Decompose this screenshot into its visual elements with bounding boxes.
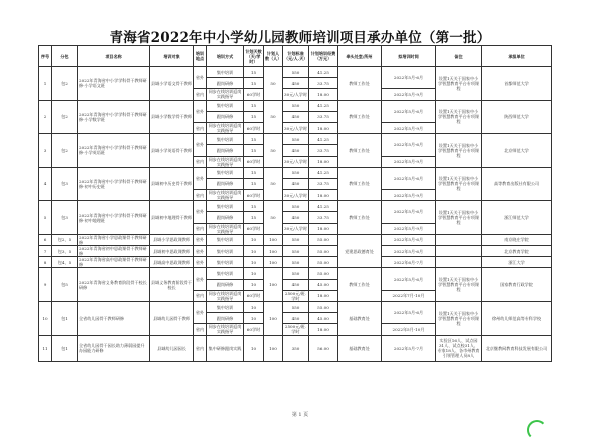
cell-remark: 实验区16人、试点园31人、试点校31人、专家18人、各市州教育引领管理人员8人	[436, 335, 482, 361]
cell-name: 2022年青海省初中思政课骨干教师研修	[78, 246, 150, 257]
cell-place: 省内	[194, 190, 207, 201]
cell-mode: 集中培训	[207, 167, 244, 178]
header-days: 计划天数（天/学时）	[244, 46, 264, 67]
header-fee: 计划培训经费（万元）	[309, 46, 338, 67]
cell-name: 2022年青海省中小学学科骨干教师研修-初中历史班	[78, 167, 150, 201]
cell-time: 2022年5月-9月	[382, 122, 436, 133]
cell-name: 2022年青海省中小学学科骨干教师研修-小学数学班	[78, 100, 150, 134]
cell-name: 全省幼儿园骨干教师研修	[78, 301, 150, 335]
cell-mode: 跟岗研修	[207, 279, 244, 290]
cell-mode: 跟岗研修	[207, 178, 244, 189]
cell-mode: 集中培训	[207, 134, 244, 145]
header-seq: 序号	[39, 46, 52, 67]
header-name: 项目名称	[78, 46, 150, 67]
cell-people: 100	[264, 301, 283, 335]
cell-seq: 7	[39, 246, 52, 257]
cell-org: 浙江大学	[482, 257, 552, 268]
cell-mode: 跟岗研修	[207, 212, 244, 223]
cell-fee: 33.75	[309, 212, 338, 223]
cell-people: 100	[264, 234, 283, 245]
cell-mode: 集中培训	[207, 301, 244, 312]
cell-fee: 33.75	[309, 178, 338, 189]
cell-dept: 教师工作处	[338, 167, 382, 201]
cell-pkg: 包2	[52, 67, 78, 101]
cell-std: 550	[283, 100, 309, 111]
table-row	[39, 268, 552, 279]
cell-target: 县域小学英语骨干教师	[150, 134, 194, 168]
cell-days: 15	[244, 67, 264, 78]
header-place: 培训地点	[194, 46, 207, 67]
cell-seq: 1	[39, 67, 52, 101]
cell-dept: 教师工作处	[338, 134, 382, 168]
cell-dept: 教师工作处	[338, 268, 382, 302]
cell-seq: 5	[39, 201, 52, 235]
cell-days: 15	[244, 111, 264, 122]
cell-fee: 41.25	[309, 167, 338, 178]
cell-std: 550	[283, 201, 309, 212]
cell-mode: 集中培训	[207, 268, 244, 279]
cell-fee: 55.00	[309, 268, 338, 279]
cell-std: 450	[283, 279, 309, 290]
cell-fee: 33.75	[309, 145, 338, 156]
cell-org: 国家教育行政学院	[482, 268, 552, 302]
table-row	[39, 134, 552, 145]
cell-remark: 设置1天关于国家中小学智慧教育平台专项课程	[436, 268, 482, 302]
cell-remark	[436, 257, 482, 268]
cell-time: 2022年5月-9月	[382, 223, 436, 234]
cell-std: 450	[283, 145, 309, 156]
cell-fee: 55.00	[309, 257, 338, 268]
cell-place: 省内	[194, 324, 207, 335]
cell-time: 2022年5月-6月	[382, 201, 436, 223]
cell-mode: 同步在线培训返岗实践指导	[207, 290, 244, 301]
cell-pkg: 包3	[52, 201, 78, 235]
cell-org: 首都师范大学	[482, 67, 552, 101]
header-target: 培训对象	[150, 46, 194, 67]
cell-name: 2022年青海省中小学学科骨干教师研修-小学英语班	[78, 134, 150, 168]
cell-place: 省外	[194, 167, 207, 189]
cell-seq: 3	[39, 134, 52, 168]
cell-fee: 45.00	[309, 313, 338, 324]
cell-place: 省外	[194, 234, 207, 245]
cell-people: 100	[264, 246, 283, 257]
cell-fee: 18.00	[309, 156, 338, 167]
cell-place: 省外	[194, 201, 207, 223]
cell-mode: 同步在线培训返岗实践指导	[207, 122, 244, 133]
cell-mode: 跟岗研修	[207, 78, 244, 89]
cell-days: 60学时	[244, 156, 264, 167]
cell-time: 2022年6月-7月	[382, 257, 436, 268]
cell-std: 450	[283, 111, 309, 122]
cell-std: 30元/人学时	[283, 122, 309, 133]
cell-target: 县域初中地理骨干教师	[150, 201, 194, 235]
cell-people: 50	[264, 100, 283, 134]
table-row	[39, 67, 552, 78]
cell-place: 省内	[194, 335, 207, 361]
cell-mode: 集中培训	[207, 257, 244, 268]
cell-target: 县域义务教育阶段骨干校长	[150, 268, 194, 302]
cell-time: 2022年5月-6月	[382, 134, 436, 156]
cell-fee: 18.00	[309, 89, 338, 100]
table-row	[39, 167, 552, 178]
cell-fee: 33.75	[309, 78, 338, 89]
header-remark: 备注	[436, 46, 482, 67]
cell-std: 550	[283, 234, 309, 245]
cell-pkg: 包4、5	[52, 257, 78, 268]
cell-name: 2022年青海省中小学学科骨干教师研修-小学语文班	[78, 67, 150, 101]
cell-time: 2022年5月-6月	[382, 234, 436, 245]
cell-std: 30元/人学时	[283, 89, 309, 100]
cell-org: 南京晓庄学院	[482, 234, 552, 245]
cell-target: 县域小学数学骨干教师	[150, 100, 194, 134]
cell-mode: 集中培训	[207, 234, 244, 245]
cell-dept: 教师工作处	[338, 67, 382, 101]
cell-place: 省外	[194, 67, 207, 89]
cell-place: 省外	[194, 100, 207, 122]
cell-place: 省内	[194, 122, 207, 133]
cell-target: 县域高中思政课教师	[150, 257, 194, 268]
cell-std: 550	[283, 246, 309, 257]
cell-time: 2022年5月-6月	[382, 100, 436, 122]
header-pkg: 分包	[52, 46, 78, 67]
cell-time: 2022年5月-9月	[382, 89, 436, 100]
cell-mode: 同步在线培训返岗实践指导	[207, 190, 244, 201]
cell-dept: 教师工作处	[338, 201, 382, 235]
cell-place: 省外	[194, 268, 207, 290]
cell-remark: 设置1天关于国家中小学智慧教育平台专项课程	[436, 201, 482, 235]
cell-place: 省内	[194, 89, 207, 100]
cell-std: 30元/人学时	[283, 190, 309, 201]
cell-seq: 6	[39, 234, 52, 245]
status-widget-icon	[527, 420, 547, 440]
page-number: 第 1 页	[291, 412, 309, 418]
cell-std: 30元/人学时	[283, 156, 309, 167]
cell-place: 省外	[194, 134, 207, 156]
cell-remark: 设置1天关于国家中小学智慧教育平台专项课程	[436, 134, 482, 168]
cell-fee: 41.25	[309, 201, 338, 212]
header-dept: 牵头处室/所州	[338, 46, 382, 67]
cell-std: 450	[283, 212, 309, 223]
cell-pkg: 包3	[52, 167, 78, 201]
cell-mode: 集中研修跟岗实践	[207, 335, 244, 361]
cell-days: 15	[244, 100, 264, 111]
cell-mode: 同步在线培训返岗实践指导	[207, 223, 244, 234]
cell-days: 10	[244, 335, 264, 361]
cell-fee: 45.00	[309, 279, 338, 290]
cell-days: 10	[244, 279, 264, 290]
cell-fee: 41.25	[309, 100, 338, 111]
cell-pkg: 包2	[52, 134, 78, 168]
cell-mode: 同步在线培训返岗实践指导	[207, 89, 244, 100]
header-mode: 培训方式	[207, 46, 244, 67]
cell-org: 北京继教网教育科技发展有限公司	[482, 335, 552, 361]
cell-time: 2022年7月-10月	[382, 290, 436, 301]
cell-std: 2500元/班.学时	[283, 290, 309, 301]
cell-days: 15	[244, 212, 264, 223]
cell-std: 550	[283, 301, 309, 312]
cell-fee: 33.75	[309, 111, 338, 122]
cell-mode: 集中培训	[207, 201, 244, 212]
cell-std: 450	[283, 178, 309, 189]
cell-time: 2022年5月-7月	[382, 335, 436, 361]
cell-days: 60学时	[244, 89, 264, 100]
cell-days: 15	[244, 201, 264, 212]
table-row	[39, 257, 552, 268]
table-row	[39, 234, 552, 245]
cell-time: 2022年5月-6月	[382, 246, 436, 257]
cell-seq: 4	[39, 167, 52, 201]
cell-target: 县域小学思政课教师	[150, 234, 194, 245]
cell-fee: 55.00	[309, 301, 338, 312]
cell-place: 省外	[194, 246, 207, 257]
cell-days: 10	[244, 257, 264, 268]
cell-std: 550	[283, 134, 309, 145]
cell-dept: 教师工作处	[338, 100, 382, 134]
cell-days: 10	[244, 268, 264, 279]
cell-time: 2022年5月-6月	[382, 301, 436, 323]
cell-std: 550	[283, 67, 309, 78]
cell-remark	[436, 246, 482, 257]
cell-dept: 基础教育处	[338, 301, 382, 335]
table-row	[39, 201, 552, 212]
cell-fee: 55.00	[309, 246, 338, 257]
cell-people: 100	[264, 268, 283, 302]
cell-pkg: 包3、5	[52, 246, 78, 257]
cell-dept: 基础教育处	[338, 335, 382, 361]
cell-org: 高等教育出版社有限公司	[482, 167, 552, 201]
header-people: 计划人数（人）	[264, 46, 283, 67]
cell-fee: 18.00	[309, 122, 338, 133]
cell-std: 550	[283, 167, 309, 178]
cell-fee: 18.00	[309, 290, 338, 301]
cell-target: 县域小学语文骨干教师	[150, 67, 194, 101]
cell-days: 10	[244, 313, 264, 324]
cell-org: 陕西师范大学	[482, 100, 552, 134]
cell-time: 2022年5月-10月	[382, 324, 436, 335]
cell-days: 10	[244, 234, 264, 245]
cell-days: 10	[244, 301, 264, 312]
cell-days: 60学时	[244, 223, 264, 234]
cell-people: 50	[264, 134, 283, 168]
cell-time: 2022年5月-6月	[382, 67, 436, 89]
cell-time: 2022年5月-9月	[382, 190, 436, 201]
cell-place: 省内	[194, 223, 207, 234]
header-std: 计划标准（元/人.天）	[283, 46, 309, 67]
cell-name: 2022年青海省小学思政课骨干教师研修	[78, 234, 150, 245]
cell-mode: 跟岗研修	[207, 313, 244, 324]
table-row	[39, 301, 552, 312]
cell-pkg: 包2	[52, 100, 78, 134]
cell-fee: 56.00	[309, 335, 338, 361]
header-row	[39, 46, 552, 67]
cell-std: 30元/人学时	[283, 223, 309, 234]
cell-mode: 跟岗研修	[207, 145, 244, 156]
cell-std: 450	[283, 78, 309, 89]
cell-fee: 55.00	[309, 234, 338, 245]
cell-mode: 集中培训	[207, 246, 244, 257]
cell-pkg: 包1	[52, 301, 78, 335]
cell-seq: 11	[39, 335, 52, 361]
cell-people: 100	[264, 257, 283, 268]
cell-remark: 设置1天关于国家中小学智慧教育平台专项课程	[436, 67, 482, 101]
cell-time: 2022年5月-6月	[382, 167, 436, 189]
cell-fee: 41.25	[309, 134, 338, 145]
cell-std: 2500元/班.学时	[283, 324, 309, 335]
cell-people: 50	[264, 67, 283, 101]
cell-pkg: 包1	[52, 335, 78, 361]
cell-days: 10	[244, 246, 264, 257]
cell-place: 省外	[194, 301, 207, 323]
cell-mode: 同步在线培训返岗实践指导	[207, 156, 244, 167]
cell-days: 15	[244, 178, 264, 189]
cell-name: 2022年青海省义务教育阶段骨干校长研修	[78, 268, 150, 302]
cell-org: 徐州幼儿师范高等专科学校	[482, 301, 552, 335]
cell-mode: 跟岗研修	[207, 111, 244, 122]
table-row	[39, 100, 552, 111]
cell-mode: 集中培训	[207, 100, 244, 111]
cell-target: 县域幼儿园园长	[150, 335, 194, 361]
cell-days: 15	[244, 145, 264, 156]
header-org: 承担单位	[482, 46, 552, 67]
cell-org: 浙江师范大学	[482, 201, 552, 235]
cell-seq: 8	[39, 257, 52, 268]
cell-std: 550	[283, 257, 309, 268]
cell-people: 50	[264, 167, 283, 201]
cell-target: 县域幼儿园骨干教师	[150, 301, 194, 335]
header-time: 拟培训时间	[382, 46, 436, 67]
cell-pkg: 包2、5	[52, 234, 78, 245]
cell-days: 60学时	[244, 122, 264, 133]
cell-time: 2022年5月-6月	[382, 268, 436, 290]
cell-remark: 设置1天关于国家中小学智慧教育平台专项课程	[436, 301, 482, 335]
cell-fee: 41.25	[309, 67, 338, 78]
cell-std: 450	[283, 313, 309, 324]
document-title: 青海省2022年中小学幼儿园教师培训项目承办单位（第一批）	[109, 30, 491, 46]
cell-days: 60学时	[244, 290, 264, 301]
cell-remark: 设置1天关于国家中小学智慧教育平台专项课程	[436, 167, 482, 201]
cell-std: 550	[283, 268, 309, 279]
cell-mode: 同步在线培训返岗实践指导	[207, 324, 244, 335]
cell-time: 2022年5月-9月	[382, 156, 436, 167]
cell-name: 全省幼儿园骨干园长助力薄弱园提升办园能力研修	[78, 335, 150, 361]
cell-days: 60学时	[244, 324, 264, 335]
cell-place: 省内	[194, 156, 207, 167]
cell-remark	[436, 234, 482, 245]
cell-seq: 10	[39, 301, 52, 335]
cell-pkg: 包5	[52, 268, 78, 302]
cell-place: 省内	[194, 290, 207, 301]
cell-mode: 集中培训	[207, 67, 244, 78]
cell-days: 15	[244, 78, 264, 89]
cell-target: 县域初中历史骨干教师	[150, 167, 194, 201]
cell-place: 省外	[194, 257, 207, 268]
cell-target: 县域初中思政课教师	[150, 246, 194, 257]
table-row	[39, 335, 552, 361]
cell-seq: 2	[39, 100, 52, 134]
cell-fee: 18.00	[309, 190, 338, 201]
cell-seq: 9	[39, 268, 52, 302]
cell-days: 15	[244, 134, 264, 145]
cell-days: 15	[244, 167, 264, 178]
cell-fee: 18.00	[309, 223, 338, 234]
cell-name: 2022年青海省中小学学科骨干教师研修-初中地理班	[78, 201, 150, 235]
table-row	[39, 246, 552, 257]
cell-std: 350	[283, 335, 309, 361]
cell-people: 50	[264, 201, 283, 235]
cell-org: 北京师范大学	[482, 134, 552, 168]
cell-org: 北京教育学院	[482, 246, 552, 257]
cell-dept: 党建思政德育处	[338, 234, 382, 268]
cell-remark: 设置1天关于国家中小学智慧教育平台专项课程	[436, 100, 482, 134]
cell-days: 60学时	[244, 190, 264, 201]
cell-fee: 18.00	[309, 324, 338, 335]
cell-people: 100	[264, 335, 283, 361]
project-table	[38, 45, 552, 362]
cell-name: 2022年青海省高中思政课骨干教师研修	[78, 257, 150, 268]
